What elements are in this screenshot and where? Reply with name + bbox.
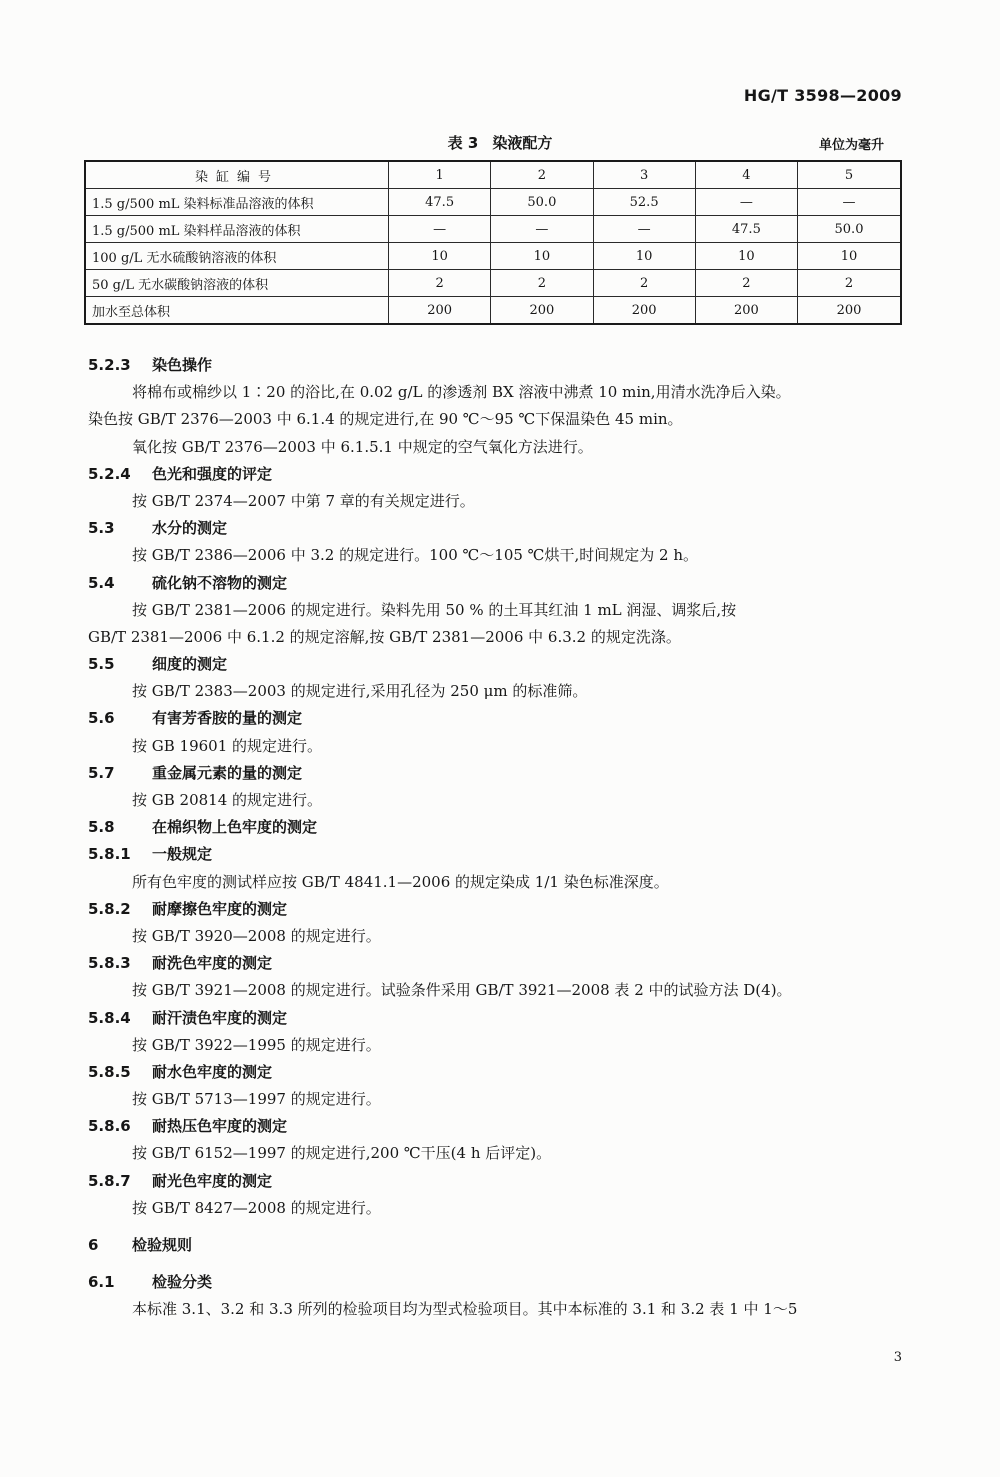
paragraph-line: 按 GB/T 8427—2008 的规定进行。: [132, 1198, 381, 1217]
paragraph-line: 按 GB/T 2383—2003 的规定进行,采用孔径为 250 μm 的标准筛。: [132, 682, 588, 701]
section-title: 色光和强度的评定: [152, 464, 273, 483]
table-cell: —: [491, 216, 593, 243]
page-number: 3: [893, 1350, 902, 1365]
table-row: [85, 243, 901, 270]
table-row-label: 1.5 g/500 mL 染料标准品溶液的体积: [85, 189, 389, 216]
paragraph-line: 按 GB/T 3920—2008 的规定进行。: [132, 926, 381, 945]
section-heading: [88, 950, 918, 977]
table-header-cell: 染缸编号: [85, 161, 389, 189]
table-cell: 200: [389, 297, 491, 325]
section-heading: [88, 814, 918, 841]
paragraph-line: 按 GB/T 5713—1997 的规定进行。: [132, 1090, 381, 1109]
table-cell: 50.0: [798, 216, 902, 243]
section-title: 有害芳香胺的量的测定: [152, 709, 303, 728]
paragraph-line: 所有色牢度的测试样应按 GB/T 4841.1—2006 的规定染成 1/1 染色标准深度。: [132, 872, 669, 891]
section-heading: [88, 1232, 918, 1259]
section-heading: [88, 1059, 918, 1086]
table-row: [85, 189, 901, 216]
section-number: 5.8: [88, 818, 115, 837]
spacer: [88, 1259, 918, 1269]
paragraph-line: 将棉布或棉纱以 1∶20 的浴比,在 0.02 g/L 的渗透剂 BX 溶液中沸煮 10 min,用清水洗净后入染。: [132, 383, 791, 402]
table-row-label: 50 g/L 无水碳酸钠溶液的体积: [85, 270, 389, 297]
section-heading: [88, 1005, 918, 1032]
paragraph-line: 按 GB 20814 的规定进行。: [132, 791, 323, 809]
table-cell: —: [798, 189, 902, 216]
table-header-cell: 4: [695, 161, 797, 189]
paragraph-line: 氧化按 GB/T 2376—2003 中 6.1.5.1 中规定的空气氧化方法进行。: [132, 437, 593, 456]
table-cell: 2: [491, 270, 593, 297]
table-row-label: 1.5 g/500 mL 染料样品溶液的体积: [85, 216, 389, 243]
paragraph-line: 按 GB/T 3921—2008 的规定进行。试验条件采用 GB/T 3921—2008 表 2 中的试验方法 D(4)。: [132, 981, 792, 1000]
section-heading: [88, 570, 918, 597]
section-number: 5.8.5: [88, 1062, 131, 1081]
section-heading: [88, 841, 918, 868]
section-title: 耐洗色牢度的测定: [152, 954, 273, 973]
section-heading: [88, 1113, 918, 1140]
section-title: 硫化钠不溶物的测定: [152, 573, 288, 592]
section-title: 耐汗渍色牢度的测定: [152, 1008, 288, 1027]
dye-recipe-table: [84, 160, 902, 325]
section-heading: [88, 760, 918, 787]
section-number: 5.4: [88, 573, 115, 592]
paragraph-line: 按 GB/T 2374—2007 中第 7 章的有关规定进行。: [132, 491, 475, 510]
table-cell: 10: [389, 243, 491, 270]
section-heading: [88, 651, 918, 678]
table-header-cell: 2: [491, 161, 593, 189]
section-title: 检验规则: [132, 1236, 193, 1254]
table-cell: 2: [389, 270, 491, 297]
table-number: 表 3: [447, 134, 479, 152]
section-title: 检验分类: [152, 1273, 213, 1292]
section-number: 5.3: [88, 519, 115, 538]
table-cell: 200: [491, 297, 593, 325]
table-cell: 200: [593, 297, 695, 325]
section-number: 6.1: [88, 1273, 115, 1292]
table-header-cell: 3: [593, 161, 695, 189]
table-cell: 50.0: [491, 189, 593, 216]
table-cell: —: [695, 189, 797, 216]
table-title: 染液配方: [492, 134, 553, 152]
section-title: 耐水色牢度的测定: [152, 1062, 273, 1081]
table-cell: 47.5: [389, 189, 491, 216]
section-number: 5.6: [88, 709, 115, 728]
table-row: [85, 216, 901, 243]
table-cell: 10: [798, 243, 902, 270]
paragraph-line: 本标准 3.1、3.2 和 3.3 所列的检验项目均为型式检验项目。其中本标准的 3.1 和 3.2 表 1 中 1～5: [132, 1300, 798, 1319]
section-title: 耐摩擦色牢度的测定: [152, 899, 288, 918]
standard-code: HG/T 3598—2009: [743, 86, 902, 105]
paragraph-line: 按 GB 19601 的规定进行。: [132, 736, 323, 755]
table-header-row: [85, 161, 901, 189]
section-title: 细度的测定: [152, 655, 228, 674]
spacer: [88, 1222, 918, 1232]
section-heading: [88, 896, 918, 923]
table-cell: 10: [593, 243, 695, 270]
section-title: 在棉织物上色牢度的测定: [152, 818, 318, 837]
table-header-cell: 5: [798, 161, 902, 189]
paragraph-line: 按 GB/T 3922—1995 的规定进行。: [132, 1035, 381, 1054]
table-cell: 10: [491, 243, 593, 270]
table-cell: —: [389, 216, 491, 243]
table-unit: 单位为毫升: [818, 138, 884, 153]
table-row: [85, 297, 901, 325]
section-title: 重金属元素的量的测定: [152, 763, 303, 782]
section-number: 5.8.7: [88, 1171, 131, 1190]
table-cell: 200: [695, 297, 797, 325]
table-row-label: 加水至总体积: [85, 297, 389, 325]
paragraph-line: 染色按 GB/T 2376—2003 中 6.1.4 的规定进行,在 90 ℃～95 ℃下保温染色 45 min。: [88, 410, 683, 429]
table-row-label: 100 g/L 无水硫酸钠溶液的体积: [85, 243, 389, 270]
section-number: 5.8.3: [88, 954, 131, 973]
section-title: 染色操作: [152, 356, 213, 374]
table-cell: 47.5: [695, 216, 797, 243]
document-body: [88, 352, 918, 1324]
table-row: [85, 270, 901, 297]
section-title: 耐热压色牢度的测定: [152, 1117, 288, 1136]
section-heading: [88, 1269, 918, 1296]
table-cell: 10: [695, 243, 797, 270]
section-number: 5.8.6: [88, 1117, 131, 1136]
section-number: 5.7: [88, 763, 115, 782]
section-number: 5.8.1: [88, 845, 131, 864]
paragraph-line: 按 GB/T 2386—2006 中 3.2 的规定进行。100 ℃～105 ℃烘干,时间规定为 2 h。: [132, 546, 698, 565]
section-heading: [88, 515, 918, 542]
section-number: 5.2.3: [88, 356, 131, 374]
table-cell: 2: [695, 270, 797, 297]
section-heading: [88, 352, 918, 379]
section-number: 5.8.4: [88, 1008, 131, 1027]
table-cell: 52.5: [593, 189, 695, 216]
table-cell: 2: [593, 270, 695, 297]
section-title: 水分的测定: [152, 519, 228, 538]
section-number: 5.2.4: [88, 464, 131, 483]
paragraph-line: GB/T 2381—2006 中 6.1.2 的规定溶解,按 GB/T 2381—2006 中 6.3.2 的规定洗涤。: [88, 627, 681, 646]
table-cell: 200: [798, 297, 902, 325]
paragraph-line: 按 GB/T 6152—1997 的规定进行,200 ℃干压(4 h 后评定)。: [132, 1144, 552, 1163]
section-number: 5.5: [88, 655, 115, 674]
table-cell: —: [593, 216, 695, 243]
section-number: 6: [88, 1236, 99, 1254]
section-number: 5.8.2: [88, 899, 131, 918]
table-cell: 2: [798, 270, 902, 297]
section-heading: [88, 461, 918, 488]
paragraph-line: 按 GB/T 2381—2006 的规定进行。染料先用 50 % 的土耳其红油 1 mL 润湿、调浆后,按: [132, 600, 737, 619]
section-title: 耐光色牢度的测定: [152, 1171, 273, 1190]
section-heading: [88, 705, 918, 732]
section-heading: [88, 1168, 918, 1195]
table-header-cell: 1: [389, 161, 491, 189]
section-title: 一般规定: [152, 845, 213, 864]
